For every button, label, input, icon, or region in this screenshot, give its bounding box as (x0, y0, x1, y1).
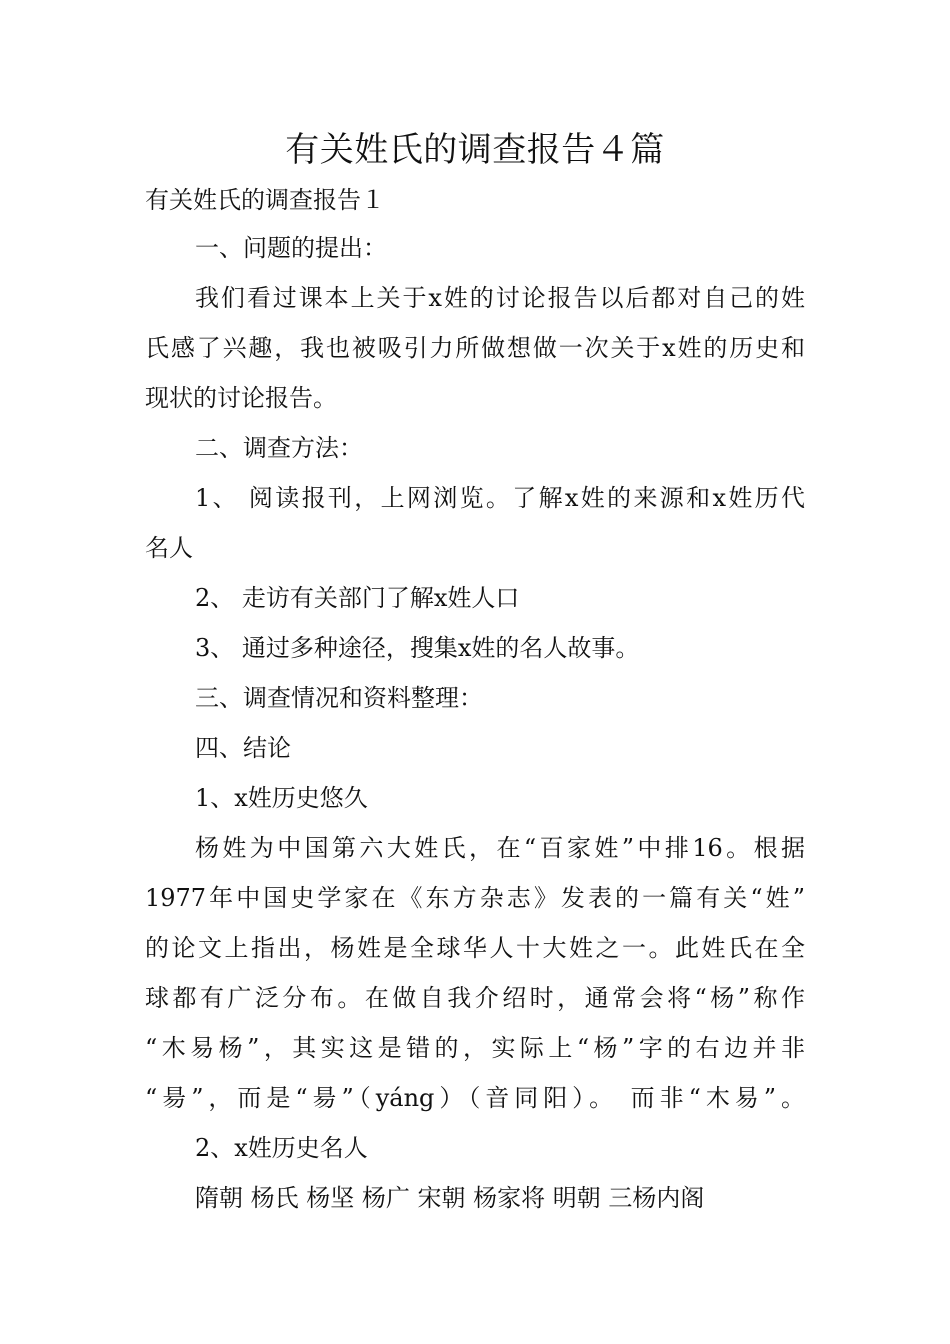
section-heading: 二、调查方法： (195, 434, 363, 462)
document-title: 有关姓氏的调查报告４篇 (285, 130, 665, 170)
subsection-heading: 1、x姓历史悠久 (195, 784, 368, 812)
subsection-heading: 2、x姓历史名人 (195, 1134, 368, 1162)
list-item-continuation: 名人 (145, 534, 193, 562)
paragraph-line: “昜”，而是“昜”（yáng）（音同阳）。 而非“木易”。 (145, 1084, 805, 1112)
paragraph-line: 现状的讨论报告。 (145, 384, 337, 412)
names-line: 隋朝 杨氏 杨坚 杨广 宋朝 杨家将 明朝 三杨内阁 (195, 1184, 705, 1212)
list-item: 3、 通过多种途径，搜集x姓的名人故事。 (195, 634, 640, 662)
paragraph-line: 我们看过课本上关于x姓的讨论报告以后都对自己的姓 (195, 284, 805, 312)
paragraph-line: 1977年中国史学家在《东方杂志》发表的一篇有关“姓” (145, 884, 805, 912)
paragraph-line: 的论文上指出，杨姓是全球华人十大姓之一。此姓氏在全 (145, 934, 805, 962)
paragraph-line: 氏感了兴趣，我也被吸引力所做想做一次关于x姓的历史和 (145, 334, 805, 362)
list-item: 2、 走访有关部门了解x姓人口 (195, 584, 520, 612)
section-heading: 一、问题的提出： (195, 234, 387, 262)
paragraph-line: 球都有广泛分布。在做自我介绍时，通常会将“杨”称作 (145, 984, 805, 1012)
section-heading: 四、结论 (195, 734, 291, 762)
paragraph-line: 杨姓为中国第六大姓氏，在“百家姓”中排16。根据 (195, 834, 805, 862)
report-heading: 有关姓氏的调查报告１ (145, 186, 385, 214)
paragraph-line: “木易杨”，其实这是错的，实际上“杨”字的右边并非 (145, 1034, 805, 1062)
section-heading: 三、调查情况和资料整理： (195, 684, 483, 712)
list-item: 1、 阅读报刊，上网浏览。了解x姓的来源和x姓历代 (195, 484, 805, 512)
